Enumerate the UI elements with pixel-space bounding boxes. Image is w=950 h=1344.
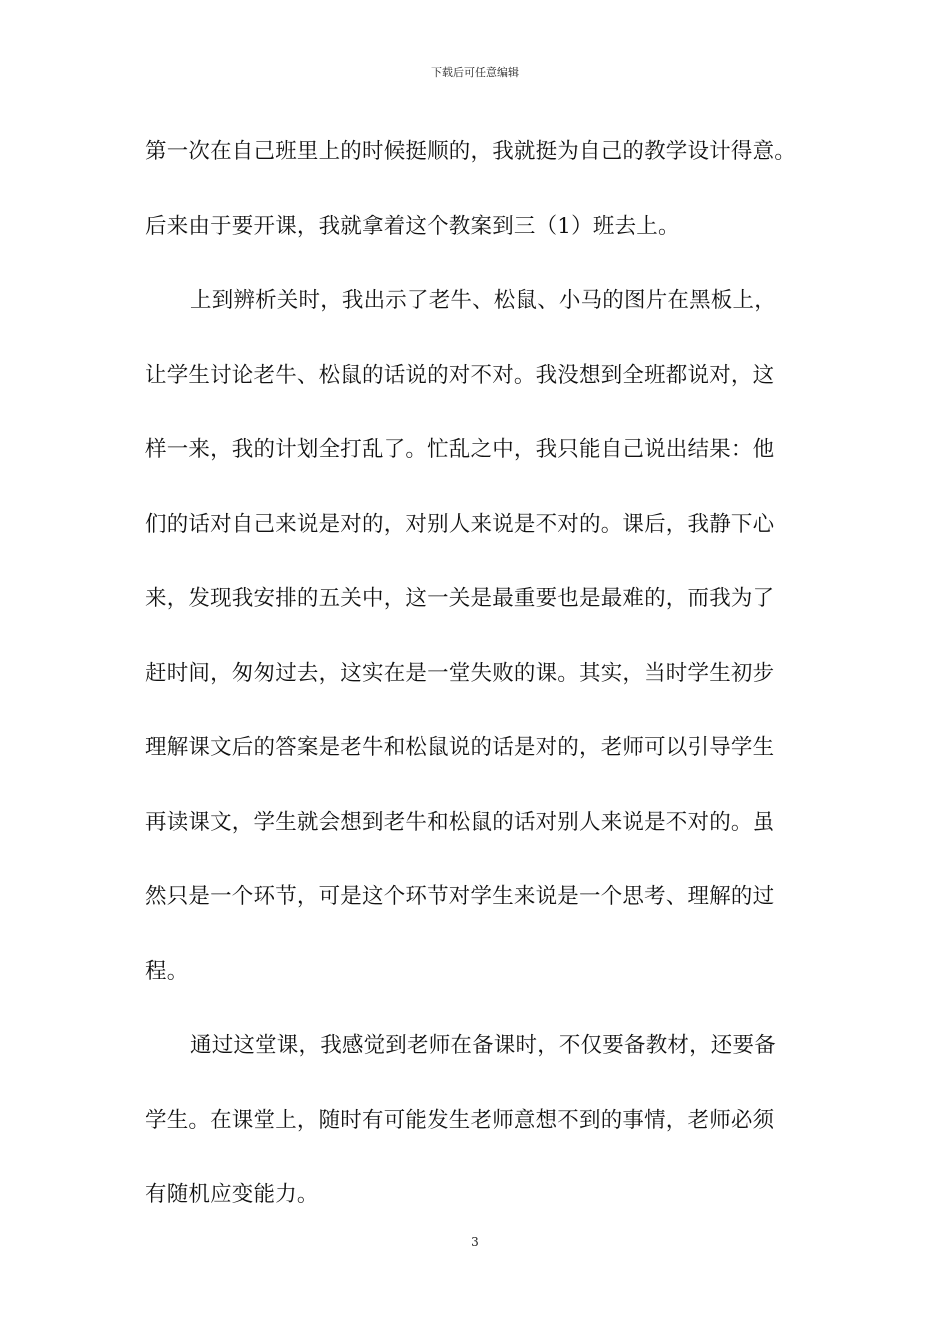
- text-line: 再读课文，学生就会想到老牛和松鼠的话对别人来说是不对的。虽: [145, 809, 775, 835]
- text-line: 学生。在课堂上，随时有可能发生老师意想不到的事情，老师必须: [145, 1107, 775, 1133]
- text-line: 然只是一个环节，可是这个环节对学生来说是一个思考、理解的过: [145, 884, 775, 909]
- paragraph-first-line: 通过这堂课，我感觉到老师在备课时，不仅要备教材，还要备: [190, 1033, 776, 1058]
- text-line: 后来由于要开课，我就拿着这个教案到三（1）班去上。: [145, 213, 680, 239]
- text-line: 有随机应变能力。: [145, 1182, 319, 1207]
- text-line: 来，发现我安排的五关中，这一关是最重要也是最难的，而我为了: [145, 586, 775, 611]
- text-line: 程。: [145, 958, 189, 984]
- text-line: 赶时间，匆匆过去，这实在是一堂失败的课。其实，当时学生初步: [145, 660, 775, 686]
- text-line: 样一来，我的计划全打乱了。忙乱之中，我只能自己说出结果：他: [145, 437, 775, 462]
- text-line: 理解课文后的答案是老牛和松鼠说的话是对的，老师可以引导学生: [145, 735, 775, 760]
- page-header: 下载后可任意编辑: [431, 66, 519, 79]
- paragraph-first-line: 上到辨析关时，我出示了老牛、松鼠、小马的图片在黑板上，: [190, 288, 776, 313]
- text-line: 让学生讨论老牛、松鼠的话说的对不对。我没想到全班都说对，这: [145, 362, 775, 388]
- text-line: 们的话对自己来说是对的，对别人来说是不对的。课后，我静下心: [145, 511, 775, 537]
- document-body: [145, 126, 815, 1244]
- page-number: 3: [471, 1235, 479, 1249]
- text-line: 第一次在自己班里上的时候挺顺的，我就挺为自己的教学设计得意。: [145, 139, 797, 164]
